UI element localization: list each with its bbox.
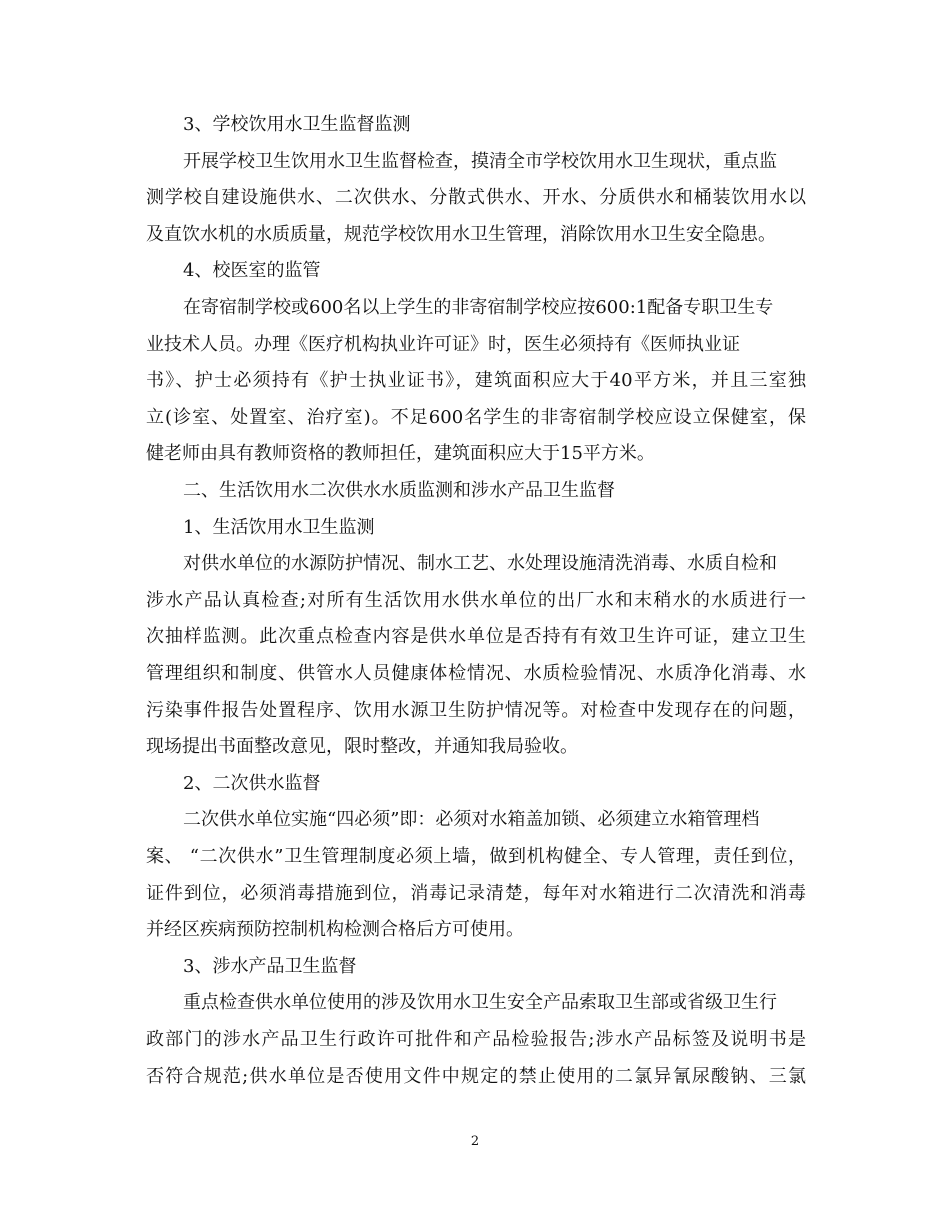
paragraph-line: 业技术人员。办理《医疗机构执业许可证》时，医生必须持有《医师执业证 xyxy=(146,334,740,355)
paragraph-line: 二次供水单位实施“四必须”即：必须对水箱盖加锁、必须建立水箱管理档 xyxy=(183,809,760,830)
section-heading-water-products: 3、涉水产品卫生监督 xyxy=(183,956,357,977)
paragraph-line: 现场提出书面整改意见，限时整改，并通知我局验收。 xyxy=(146,736,578,757)
paragraph-line: 测学校自建设施供水、二次供水、分散式供水、开水、分质供水和桶装饮用水以 xyxy=(146,187,806,208)
paragraph-line: 政部门的涉水产品卫生行政许可批件和产品检验报告;涉水产品标签及说明书是 xyxy=(146,1029,806,1050)
paragraph-line: 重点检查供水单位使用的涉及饮用水卫生安全产品索取卫生部或省级卫生行 xyxy=(183,992,777,1013)
paragraph-line: 在寄宿制学校或600名以上学生的非寄宿制学校应按600:1配备专职卫生专 xyxy=(183,297,774,318)
section-heading-school-water: 3、学校饮用水卫生监督监测 xyxy=(183,114,411,135)
section-heading-clinic: 4、校医室的监管 xyxy=(183,260,321,281)
paragraph-line: 立(诊室、处置室、治疗室)。不足600名学生的非寄宿制学校应设立保健室，保 xyxy=(146,407,806,428)
paragraph-line: 书》、护士必须持有《护士执业证书》，建筑面积应大于40平方米，并且三室独 xyxy=(146,370,806,391)
paragraph-line: 次抽样监测。此次重点检查内容是供水单位是否持有有效卫生许可证，建立卫生 xyxy=(146,626,806,647)
paragraph-line: 污染事件报告处置程序、饮用水源卫生防护情况等。对检查中发现存在的问题， xyxy=(146,700,806,721)
paragraph-line: 并经区疾病预防控制机构检测合格后方可使用。 xyxy=(146,919,524,940)
section-heading-secondary-supply: 2、二次供水监督 xyxy=(183,773,321,794)
paragraph-line: 及直饮水机的水质质量，规范学校饮用水卫生管理，消除饮用水卫生安全隐患。 xyxy=(146,224,776,245)
section-heading-drinking-water: 1、生活饮用水卫生监测 xyxy=(183,517,375,538)
paragraph-line: 管理组织和制度、供管水人员健康体检情况、水质检验情况、水质净化消毒、水 xyxy=(146,663,806,684)
paragraph-line: 健老师由具有教师资格的教师担任，建筑面积应大于15平方米。 xyxy=(146,443,655,464)
paragraph-line: 证件到位，必须消毒措施到位，消毒记录清楚，每年对水箱进行二次清洗和消毒 xyxy=(146,883,806,904)
paragraph-line: 对供水单位的水源防护情况、制水工艺、水处理设施清洗消毒、水质自检和 xyxy=(183,553,777,574)
paragraph-line: 开展学校卫生饮用水卫生监督检查，摸清全市学校饮用水卫生现状，重点监 xyxy=(183,151,777,172)
paragraph-line: 涉水产品认真检查;对所有生活饮用水供水单位的出厂水和末稍水的水质进行一 xyxy=(146,590,806,611)
paragraph-line: 否符合规范;供水单位是否使用文件中规定的禁止使用的二氯异氰尿酸钠、三氯 xyxy=(146,1066,806,1087)
page-number: 2 xyxy=(470,1134,480,1149)
chapter-heading-secondary-supply: 二、生活饮用水二次供水水质监测和涉水产品卫生监督 xyxy=(183,480,615,501)
paragraph-line: 案、 “二次供水”卫生管理制度必须上墙，做到机构健全、专人管理，责任到位， xyxy=(146,846,806,867)
